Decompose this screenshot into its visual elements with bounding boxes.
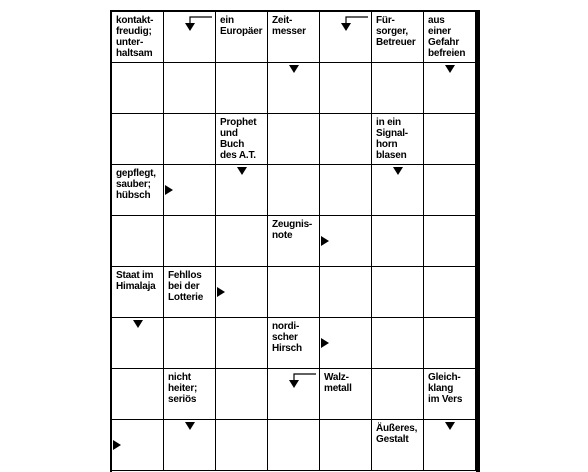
clue-cell [372, 420, 424, 471]
answer-cell[interactable] [424, 114, 476, 165]
answer-cell[interactable] [372, 267, 424, 318]
clue-cell [320, 369, 372, 420]
arrow-down-icon [133, 320, 143, 328]
arrow-down-icon [445, 65, 455, 73]
clue-cell [424, 12, 476, 63]
clue-text: kontakt- freudig; unter- haltsam [116, 15, 154, 59]
clue-cell [112, 165, 164, 216]
clue-cell [424, 369, 476, 420]
answer-cell[interactable] [112, 63, 164, 114]
answer-cell[interactable] [216, 369, 268, 420]
clue-text: Zeit- messer [272, 15, 306, 37]
answer-cell[interactable] [112, 114, 164, 165]
clue-text: ein Europäer [220, 15, 263, 37]
answer-cell[interactable] [320, 420, 372, 471]
arrow-down-icon [237, 167, 247, 175]
answer-cell[interactable] [216, 216, 268, 267]
answer-cell[interactable] [372, 318, 424, 369]
arrow-down-icon [393, 167, 403, 175]
arrow-down-icon [445, 422, 455, 430]
answer-cell[interactable] [320, 114, 372, 165]
arrow-down-icon [289, 65, 299, 73]
answer-cell[interactable] [372, 216, 424, 267]
clue-cell [112, 12, 164, 63]
arrow-right-icon [113, 440, 121, 450]
answer-cell[interactable] [216, 63, 268, 114]
answer-cell[interactable] [164, 216, 216, 267]
answer-cell[interactable] [216, 420, 268, 471]
clue-text: Äußeres, Gestalt [376, 423, 418, 445]
clue-cell [216, 12, 268, 63]
clue-cell [372, 12, 424, 63]
arrow-right-icon [165, 185, 173, 195]
answer-cell[interactable] [424, 165, 476, 216]
answer-cell[interactable] [372, 369, 424, 420]
arrow-right-icon [321, 338, 329, 348]
clue-cell [112, 267, 164, 318]
answer-cell[interactable] [268, 114, 320, 165]
clue-cell [164, 369, 216, 420]
clue-cell [268, 12, 320, 63]
clue-cell [268, 216, 320, 267]
answer-cell[interactable] [424, 267, 476, 318]
clue-text: aus einer Gefahr befreien [428, 15, 466, 59]
clue-text: Zeugnis- note [272, 219, 313, 241]
answer-cell[interactable] [216, 318, 268, 369]
clue-text: Gleich- klang im Vers [428, 372, 463, 405]
bent-arrow-down-icon [340, 14, 370, 34]
answer-cell[interactable] [268, 267, 320, 318]
arrow-right-icon [217, 287, 225, 297]
clue-text: Für- sorger, Betreuer [376, 15, 416, 48]
arrow-down-icon [185, 422, 195, 430]
arrow-right-icon [321, 236, 329, 246]
answer-cell[interactable] [112, 216, 164, 267]
answer-cell[interactable] [164, 318, 216, 369]
bent-arrow-down-icon [184, 14, 214, 34]
clue-text: in ein Signal- horn blasen [376, 117, 408, 161]
clue-text: gepflegt, sauber; hübsch [116, 168, 156, 201]
clue-cell [268, 318, 320, 369]
answer-cell[interactable] [164, 114, 216, 165]
clue-cell [216, 114, 268, 165]
answer-cell[interactable] [164, 63, 216, 114]
clue-text: Fehllos bei der Lotterie [168, 270, 204, 303]
answer-cell[interactable] [320, 63, 372, 114]
clue-cell [372, 114, 424, 165]
bent-arrow-down-icon [288, 371, 318, 391]
crossword-grid [110, 10, 476, 472]
clue-text: nordi- scher Hirsch [272, 321, 302, 354]
answer-cell[interactable] [320, 267, 372, 318]
answer-cell[interactable] [268, 420, 320, 471]
answer-cell[interactable] [372, 63, 424, 114]
answer-cell[interactable] [268, 165, 320, 216]
answer-cell[interactable] [320, 165, 372, 216]
answer-cell[interactable] [424, 216, 476, 267]
clue-text: Walz- metall [324, 372, 352, 394]
clue-text: Staat im Himalaja [116, 270, 156, 292]
clue-cell [164, 267, 216, 318]
clue-text: Prophet und Buch des A.T. [220, 117, 257, 161]
clue-text: nicht heiter; seriös [168, 372, 198, 405]
answer-cell[interactable] [424, 318, 476, 369]
answer-cell[interactable] [112, 369, 164, 420]
